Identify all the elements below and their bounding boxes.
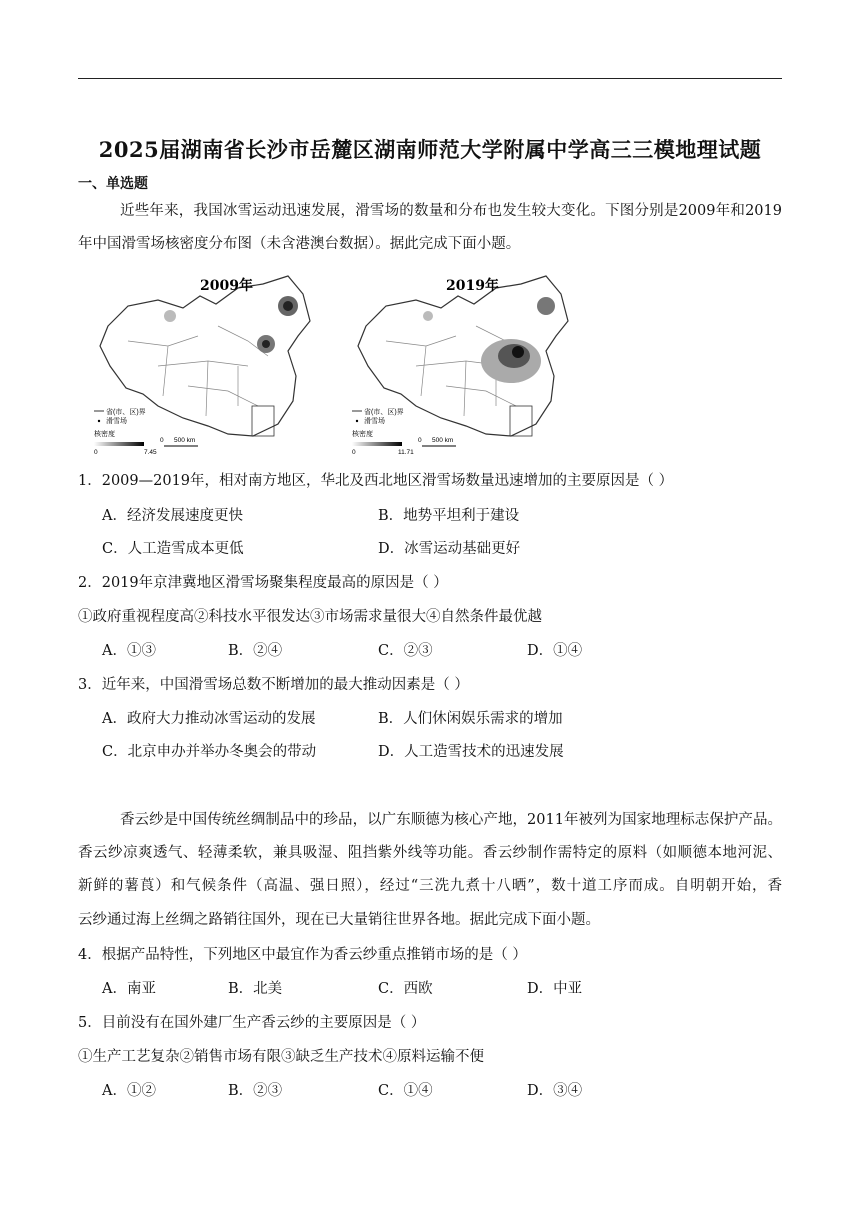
q5-option-b: B．②③ (228, 1083, 283, 1099)
q3-option-b: B．人们休闲娱乐需求的增加 (378, 711, 563, 727)
passage2-line2: 香云纱凉爽透气、轻薄柔软，兼具吸湿、阻挡紫外线等功能。香云纱制作需特定的原料（如顺德本地河泥、 (78, 845, 782, 861)
legend-boundary: 省(市、区)界 (364, 409, 404, 416)
map-2009-year: 2009年 (200, 278, 253, 294)
q1-option-a: A．经济发展速度更快 (102, 508, 243, 524)
header-rule (78, 78, 782, 79)
scale-label: 500 km (432, 437, 454, 444)
q3-option-c: C．北京申办并举办冬奥会的带动 (102, 744, 317, 760)
legend-point-dot (356, 420, 358, 422)
map-2019-figure (346, 266, 582, 456)
density-legend-bar (352, 442, 402, 446)
section-heading: 一、单选题 (78, 176, 148, 192)
density-legend-bar (94, 442, 144, 446)
q1-option-b: B．地势平坦利于建设 (378, 508, 520, 524)
scale-label: 500 km (174, 437, 196, 444)
q2-option-b: B．②④ (228, 643, 283, 659)
q1-option-d: D．冰雪运动基础更好 (378, 541, 521, 557)
legend-point: 滑雪场 (106, 418, 127, 425)
page-title: 2025届湖南省长沙市岳麓区湖南师范大学附属中学高三三模地理试题 (98, 137, 762, 162)
density-xinjiang (164, 310, 176, 322)
q2-items: ①政府重视程度高②科技水平很发达③市场需求量很大④自然条件最优越 (78, 609, 542, 625)
q4-stem: 4．根据产品特性，下列地区中最宜作为香云纱重点推销市场的是（ ） (78, 947, 527, 963)
q4-option-d: D．中亚 (527, 981, 583, 997)
density-max: 7.45 (144, 449, 157, 456)
passage1-line2: 年中国滑雪场核密度分布图（未含港澳台数据）。据此完成下面小题。 (78, 236, 521, 252)
density-northeast-core (283, 301, 293, 311)
legend-point-dot (98, 420, 100, 422)
q3-option-a: A．政府大力推动冰雪运动的发展 (102, 711, 316, 727)
density-northeast (537, 297, 555, 315)
q5-items: ①生产工艺复杂②销售市场有限③缺乏生产技术④原料运输不便 (78, 1049, 484, 1065)
map-2019-year: 2019年 (446, 278, 499, 294)
scale-zero: 0 (418, 437, 422, 444)
density-beijing-core (512, 346, 524, 358)
legend-density: 核密度 (352, 431, 373, 438)
q3-option-d: D．人工造雪技术的迅速发展 (378, 744, 564, 760)
legend-point: 滑雪场 (364, 418, 385, 425)
q4-option-c: C．西欧 (378, 981, 433, 997)
map-2009-figure (88, 266, 324, 456)
q2-option-a: A．①③ (102, 643, 156, 659)
q5-option-c: C．①④ (378, 1083, 433, 1099)
q2-stem: 2．2019年京津冀地区滑雪场聚集程度最高的原因是（ ） (78, 575, 448, 591)
density-min: 0 (94, 449, 98, 456)
q4-option-a: A．南亚 (102, 981, 156, 997)
q4-option-b: B．北美 (228, 981, 283, 997)
density-min: 0 (352, 449, 356, 456)
q5-option-d: D．③④ (527, 1083, 583, 1099)
q1-option-c: C．人工造雪成本更低 (102, 541, 244, 557)
density-beijing-core (262, 340, 270, 348)
q1-stem: 1．2009—2019年，相对南方地区，华北及西北地区滑雪场数量迅速增加的主要原因是（ ） (78, 473, 674, 489)
passage2-line1: 香云纱是中国传统丝绸制品中的珍品，以广东顺德为核心产地，2011年被列为国家地理标志保护产品。 (120, 812, 782, 828)
legend-density: 核密度 (94, 431, 115, 438)
q5-stem: 5．目前没有在国外建厂生产香云纱的主要原因是（ ） (78, 1015, 426, 1031)
density-max: 11.71 (398, 449, 414, 456)
q3-stem: 3．近年来，中国滑雪场总数不断增加的最大推动因素是（ ） (78, 677, 469, 693)
map-2009 (88, 266, 324, 456)
q2-option-c: C．②③ (378, 643, 433, 659)
map-2019 (346, 266, 582, 456)
passage2-line3: 新鲜的薯莨）和气候条件（高温、强日照），经过“三洗九煮十八晒”，数十道工序而成。自明朝开始，香 (78, 878, 782, 894)
passage2-line4: 云纱通过海上丝绸之路销往国外，现在已大量销往世界各地。据此完成下面小题。 (78, 912, 600, 928)
legend-boundary: 省(市、区)界 (106, 409, 146, 416)
passage1-line1: 近些年来，我国冰雪运动迅速发展，滑雪场的数量和分布也发生较大变化。下图分别是2009年和2019 (120, 203, 782, 219)
scale-zero: 0 (160, 437, 164, 444)
q2-option-d: D．①④ (527, 643, 583, 659)
q5-option-a: A．①② (102, 1083, 156, 1099)
density-xinjiang (423, 311, 433, 321)
